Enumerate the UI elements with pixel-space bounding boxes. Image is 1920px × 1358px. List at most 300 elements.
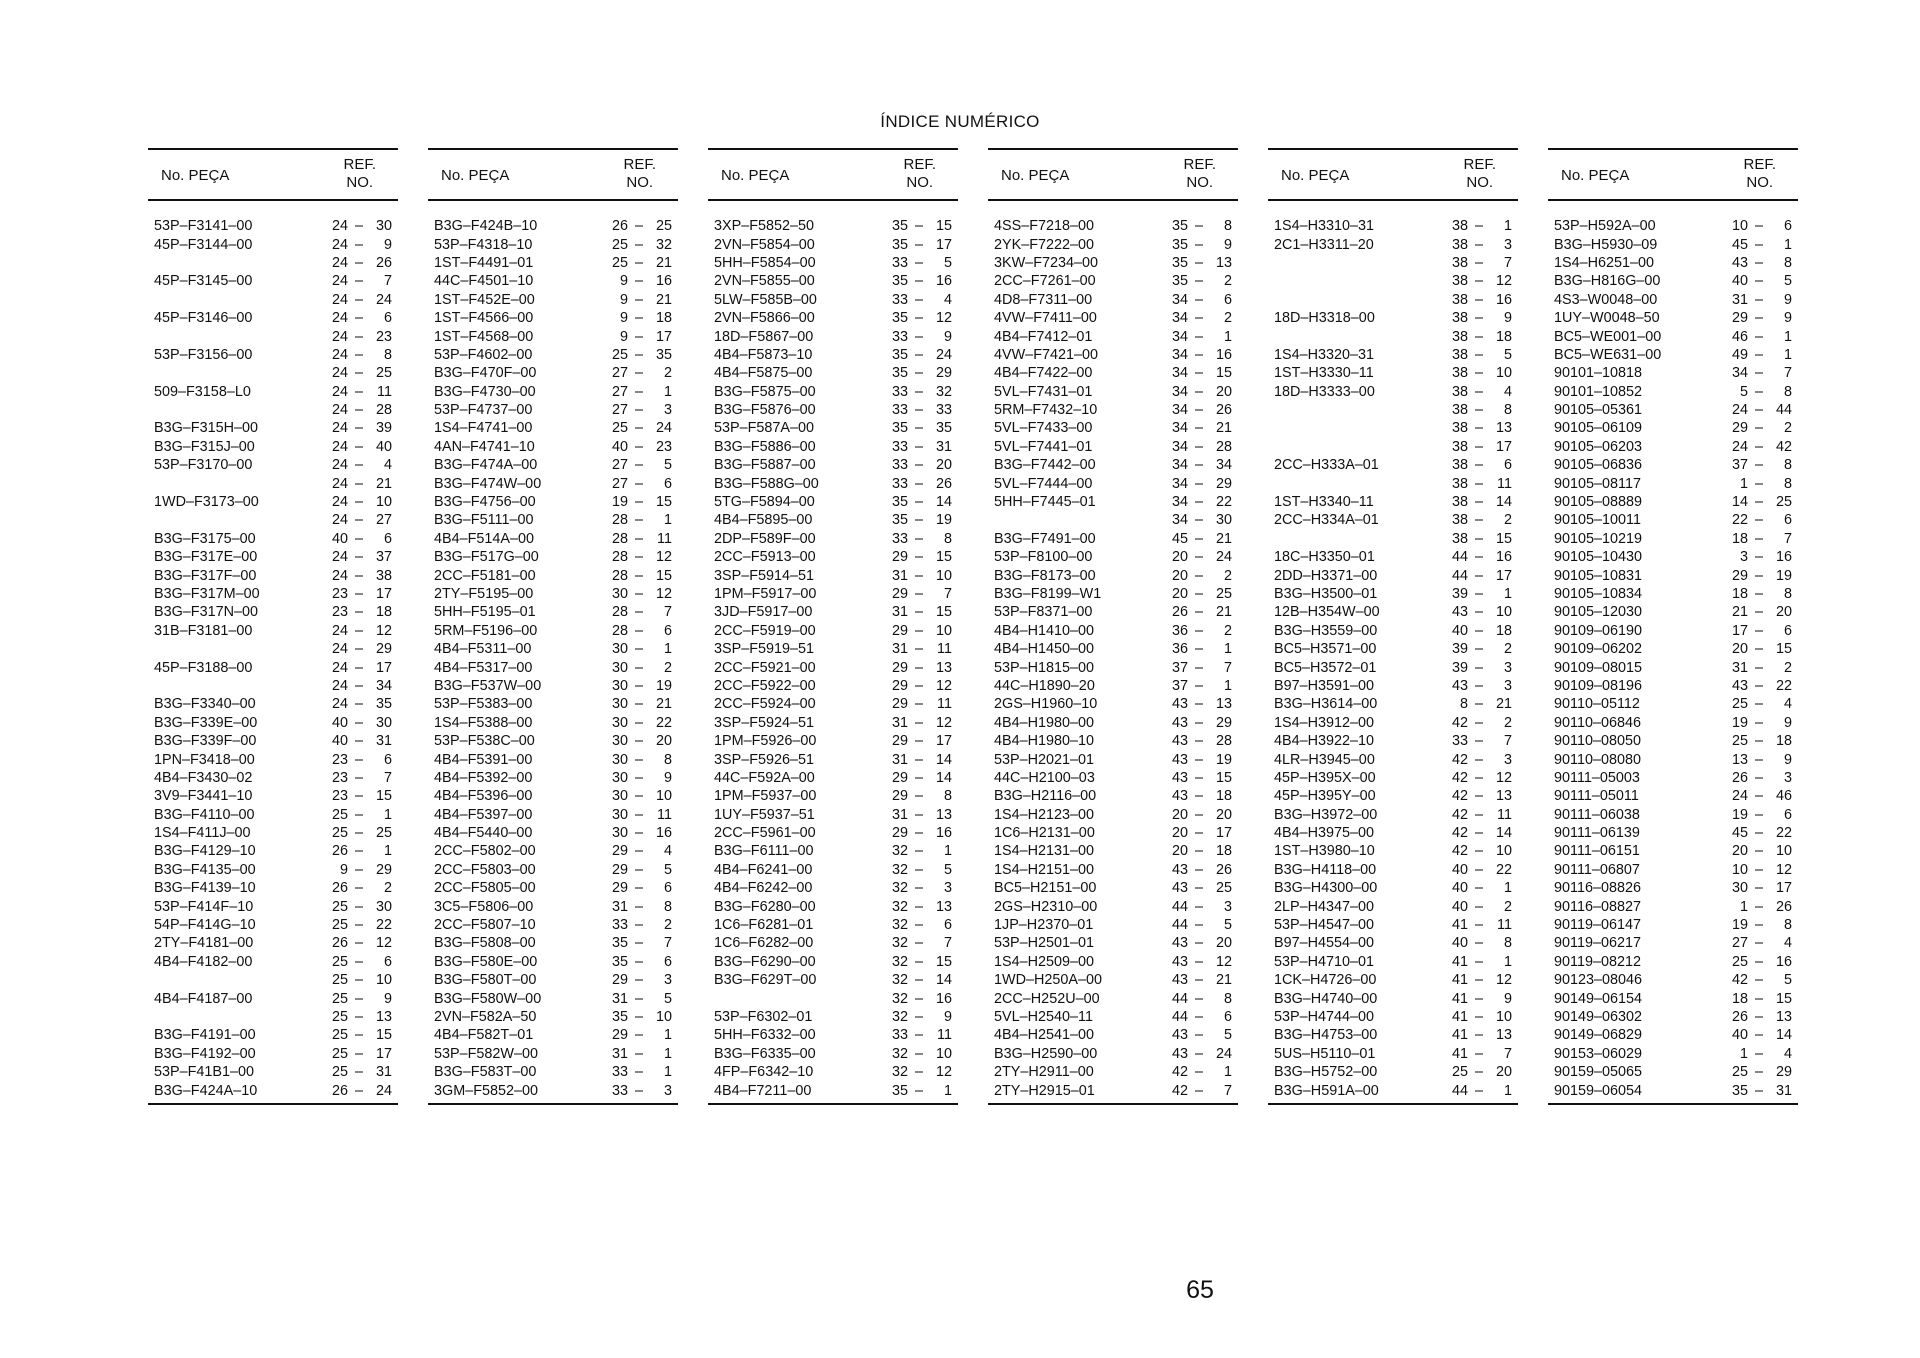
ref-dash: – (354, 218, 363, 235)
ref-figure: 44 (1171, 898, 1188, 915)
index-row (148, 787, 398, 805)
ref-dash: – (914, 953, 923, 970)
ref-figure: 43 (1171, 714, 1188, 731)
ref-item: 14 (935, 751, 952, 768)
ref-item: 31 (1775, 1082, 1792, 1099)
ref-number (882, 457, 952, 473)
ref-dash: – (1754, 475, 1763, 492)
ref-number-header (343, 156, 376, 192)
index-row (1548, 309, 1798, 327)
ref-dash: – (354, 696, 363, 713)
ref-item: 17 (375, 659, 392, 676)
ref-dash: – (634, 751, 643, 768)
index-row (1268, 254, 1518, 272)
index-column (1548, 148, 1798, 1105)
ref-dash: – (1754, 641, 1763, 658)
ref-item: 39 (375, 420, 392, 437)
ref-dash: – (1194, 843, 1203, 860)
part-number: B3G–H2590–00 (994, 1045, 1098, 1062)
ref-number (1442, 1064, 1512, 1080)
ref-dash: – (1754, 990, 1763, 1007)
ref-figure: 19 (1731, 917, 1748, 934)
part-number: BC5–WE631–00 (1554, 346, 1662, 363)
ref-dash: – (1474, 549, 1483, 566)
ref-dash: – (1474, 1082, 1483, 1099)
ref-number (882, 365, 952, 381)
index-row (1268, 806, 1518, 824)
ref-number (882, 935, 952, 951)
ref-number (322, 641, 392, 657)
index-row (988, 658, 1238, 676)
ref-item: 12 (935, 714, 952, 731)
index-row (1548, 511, 1798, 529)
part-number: B3G–F6335–00 (714, 1045, 816, 1062)
ref-item: 21 (655, 696, 672, 713)
ref-item: 8 (943, 788, 952, 805)
ref-number (1162, 586, 1232, 602)
index-row (988, 953, 1238, 971)
ref-number (1722, 807, 1792, 823)
ref-figure: 17 (1731, 622, 1748, 639)
part-number: B3G–F3175–00 (154, 530, 256, 547)
ref-item: 7 (1503, 1045, 1512, 1062)
ref-number (1722, 384, 1792, 400)
ref-figure: 30 (1731, 880, 1748, 897)
ref-figure: 1 (1739, 898, 1748, 915)
ref-number (322, 843, 392, 859)
ref-figure: 31 (1731, 659, 1748, 676)
ref-dash: – (1474, 457, 1483, 474)
index-row (1268, 530, 1518, 548)
ref-number (1162, 329, 1232, 345)
part-number: B3G–F315H–00 (154, 420, 259, 437)
part-number: 2CC–F5921–00 (714, 659, 816, 676)
ref-item: 8 (1503, 935, 1512, 952)
ref-number (1442, 512, 1512, 528)
ref-dash: – (1754, 1008, 1763, 1025)
index-row (708, 511, 958, 529)
index-row (428, 217, 678, 235)
part-number: 1S4–H2151–00 (994, 861, 1095, 878)
ref-item: 7 (383, 273, 392, 290)
ref-figure: 41 (1451, 953, 1468, 970)
page-number: 65 (1186, 1276, 1214, 1304)
part-number: 53P–F3141–00 (154, 218, 253, 235)
ref-item: 16 (655, 273, 672, 290)
ref-figure: 29 (611, 880, 628, 897)
index-row (1268, 934, 1518, 952)
ref-dash: – (1754, 714, 1763, 731)
part-number: 5HH–F6332–00 (714, 1027, 816, 1044)
index-row (148, 419, 398, 437)
part-number: B3G–F4135–00 (154, 861, 256, 878)
index-row (988, 309, 1238, 327)
index-row (428, 530, 678, 548)
ref-number (602, 843, 672, 859)
ref-item: 12 (655, 549, 672, 566)
ref-dash: – (354, 310, 363, 327)
index-row (148, 309, 398, 327)
part-number: 4B4–H1410–00 (994, 622, 1095, 639)
part-number: 1CK–H4726–00 (1274, 972, 1377, 989)
ref-dash: – (914, 512, 923, 529)
ref-figure: 41 (1451, 917, 1468, 934)
ref-number (322, 752, 392, 768)
ref-dash: – (914, 475, 923, 492)
ref-dash: – (914, 622, 923, 639)
part-number: B3G–H4300–00 (1274, 880, 1378, 897)
index-row (1268, 327, 1518, 345)
ref-number (1722, 439, 1792, 455)
ref-item: 1 (1503, 1082, 1512, 1099)
ref-item: 23 (375, 328, 392, 345)
ref-dash: – (1754, 751, 1763, 768)
ref-item: 15 (935, 218, 952, 235)
part-number: 3SP–F5926–51 (714, 751, 815, 768)
ref-number (1162, 494, 1232, 510)
ref-number (882, 1009, 952, 1025)
ref-figure: 43 (1171, 1027, 1188, 1044)
ref-figure: 35 (891, 494, 908, 511)
index-row (988, 1063, 1238, 1081)
ref-dash: – (1194, 861, 1203, 878)
part-number: 90105–10430 (1554, 549, 1643, 566)
ref-dash: – (1754, 861, 1763, 878)
ref-figure: 33 (891, 457, 908, 474)
ref-number (1442, 273, 1512, 289)
ref-number (1722, 292, 1792, 308)
ref-number (322, 402, 392, 418)
ref-dash: – (1754, 236, 1763, 253)
part-number: 4VW–F7421–00 (994, 346, 1099, 363)
ref-item: 15 (1775, 641, 1792, 658)
index-row (428, 235, 678, 253)
ref-number (602, 954, 672, 970)
ref-item: 2 (383, 880, 392, 897)
ref-number (1162, 641, 1232, 657)
ref-dash: – (634, 383, 643, 400)
ref-item: 12 (1775, 861, 1792, 878)
ref-dash: – (1194, 1027, 1203, 1044)
ref-dash: – (914, 714, 923, 731)
part-number: 90123–08046 (1554, 972, 1643, 989)
index-row (708, 1045, 958, 1063)
part-number: B3G–F580E–00 (434, 953, 538, 970)
ref-figure: 38 (1451, 236, 1468, 253)
ref-item: 29 (1775, 1064, 1792, 1081)
index-row (148, 677, 398, 695)
ref-figure: 20 (1731, 843, 1748, 860)
part-number: 90149–06829 (1554, 1027, 1643, 1044)
ref-figure: 29 (611, 972, 628, 989)
index-row (988, 548, 1238, 566)
part-number: 53P–F6302–01 (714, 1008, 813, 1025)
ref-number (1722, 402, 1792, 418)
ref-item: 16 (935, 825, 952, 842)
ref-header-line1: REF. (623, 156, 656, 173)
ref-dash: – (1754, 1027, 1763, 1044)
ref-dash: – (354, 714, 363, 731)
part-number: 90105–05361 (1554, 402, 1643, 419)
ref-number (1722, 660, 1792, 676)
part-number: 3SP–F5919–51 (714, 641, 815, 658)
ref-number (882, 972, 952, 988)
ref-number (1722, 549, 1792, 565)
ref-item: 7 (1223, 1082, 1232, 1099)
part-number: 2VN–F5855–00 (714, 273, 815, 290)
index-row (428, 1026, 678, 1044)
ref-item: 15 (1495, 530, 1512, 547)
part-number: 90109–08196 (1554, 677, 1643, 694)
ref-figure: 42 (1171, 1082, 1188, 1099)
ref-dash: – (1754, 733, 1763, 750)
ref-figure: 24 (331, 622, 348, 639)
index-row (708, 309, 958, 327)
ref-item: 7 (663, 935, 672, 952)
ref-number (322, 660, 392, 676)
ref-item: 8 (1783, 254, 1792, 271)
ref-number (882, 237, 952, 253)
ref-number (1442, 218, 1512, 234)
part-number: 3GM–F5852–00 (434, 1082, 539, 1099)
index-row (708, 272, 958, 290)
part-number: 4LR–H3945–00 (1274, 751, 1375, 768)
ref-number (1442, 420, 1512, 436)
index-row (708, 548, 958, 566)
part-number: 2CC–H333A–01 (1274, 457, 1379, 474)
part-number: 1WD–H250A–00 (994, 972, 1102, 989)
index-row (988, 566, 1238, 584)
ref-dash: – (1194, 475, 1203, 492)
ref-number (1162, 512, 1232, 528)
ref-item: 29 (375, 861, 392, 878)
ref-dash: – (1754, 953, 1763, 970)
part-number: 1ST–F4566–00 (434, 310, 534, 327)
part-number: 90101–10818 (1554, 365, 1643, 382)
index-row (708, 217, 958, 235)
column-bottom-rule (428, 1103, 678, 1105)
ref-item: 6 (1223, 291, 1232, 308)
index-row (1548, 916, 1798, 934)
ref-dash: – (914, 641, 923, 658)
ref-item: 12 (1215, 953, 1232, 970)
ref-number (602, 512, 672, 528)
ref-dash: – (1194, 420, 1203, 437)
ref-figure: 41 (1451, 1008, 1468, 1025)
ref-number (882, 402, 952, 418)
index-row (988, 916, 1238, 934)
ref-number (882, 1046, 952, 1062)
ref-item: 10 (1495, 604, 1512, 621)
part-number: 5US–H5110–01 (1274, 1045, 1376, 1062)
ref-number (602, 935, 672, 951)
ref-number (602, 218, 672, 234)
index-row (1268, 695, 1518, 713)
index-row (428, 622, 678, 640)
ref-dash: – (914, 917, 923, 934)
ref-item: 12 (935, 310, 952, 327)
ref-figure: 32 (891, 861, 908, 878)
part-number: 2VN–F5854–00 (714, 236, 815, 253)
ref-dash: – (914, 438, 923, 455)
ref-item: 13 (1215, 254, 1232, 271)
index-row (428, 971, 678, 989)
index-row (148, 530, 398, 548)
ref-dash: – (914, 733, 923, 750)
part-number: 53P–H2501–01 (994, 935, 1095, 952)
index-row (988, 364, 1238, 382)
ref-dash: – (1194, 254, 1203, 271)
ref-item: 33 (935, 402, 952, 419)
ref-item: 6 (383, 530, 392, 547)
index-row (988, 622, 1238, 640)
index-row (988, 1081, 1238, 1099)
part-number: 90149–06302 (1554, 1008, 1643, 1025)
ref-item: 6 (663, 475, 672, 492)
ref-number (602, 237, 672, 253)
ref-dash: – (1754, 383, 1763, 400)
ref-number-header (1183, 156, 1216, 192)
ref-number (1722, 899, 1792, 915)
index-row (1548, 622, 1798, 640)
part-number: B3G–F317E–00 (154, 549, 258, 566)
ref-number (1722, 678, 1792, 694)
index-row (1268, 401, 1518, 419)
ref-dash: – (914, 383, 923, 400)
ref-figure: 30 (611, 806, 628, 823)
ref-dash: – (1474, 402, 1483, 419)
ref-number (1442, 1046, 1512, 1062)
part-number: B3G–F5875–00 (714, 383, 816, 400)
ref-figure: 34 (1171, 383, 1188, 400)
ref-figure: 8 (1459, 696, 1468, 713)
part-number: B3G–F474A–00 (434, 457, 538, 474)
ref-figure: 42 (1451, 806, 1468, 823)
part-number: 1PM–F5926–00 (714, 733, 817, 750)
ref-item: 5 (663, 457, 672, 474)
index-row (1268, 511, 1518, 529)
ref-number (1722, 494, 1792, 510)
ref-dash: – (1754, 438, 1763, 455)
part-number: 45P–H395X–00 (1274, 769, 1376, 786)
index-row (708, 1026, 958, 1044)
index-row (148, 346, 398, 364)
ref-dash: – (1754, 365, 1763, 382)
index-row (708, 971, 958, 989)
ref-dash: – (1474, 273, 1483, 290)
ref-dash: – (1194, 935, 1203, 952)
index-row (708, 714, 958, 732)
ref-number (1442, 899, 1512, 915)
part-number: 1C6–F6281–01 (714, 917, 814, 934)
ref-dash: – (1194, 825, 1203, 842)
ref-item: 25 (1775, 494, 1792, 511)
ref-item: 1 (663, 1064, 672, 1081)
part-number: 90110–06846 (1554, 714, 1641, 731)
ref-item: 21 (1215, 604, 1232, 621)
ref-figure: 33 (611, 917, 628, 934)
index-row (1548, 769, 1798, 787)
ref-item: 1 (1783, 328, 1792, 345)
ref-item: 17 (1775, 880, 1792, 897)
ref-number (1162, 880, 1232, 896)
part-number: 1ST–F4491–01 (434, 254, 534, 271)
ref-figure: 24 (331, 457, 348, 474)
ref-figure: 25 (331, 806, 348, 823)
index-row (148, 971, 398, 989)
ref-item: 16 (1495, 291, 1512, 308)
ref-number (602, 329, 672, 345)
ref-number (1442, 972, 1512, 988)
ref-dash: – (1474, 291, 1483, 308)
ref-dash: – (354, 733, 363, 750)
ref-figure: 29 (611, 1027, 628, 1044)
ref-dash: – (634, 236, 643, 253)
index-row (1548, 530, 1798, 548)
part-number: 5HH–F5195–01 (434, 604, 536, 621)
ref-figure: 30 (611, 641, 628, 658)
ref-item: 1 (1503, 953, 1512, 970)
ref-number (1722, 255, 1792, 271)
ref-figure: 39 (1451, 641, 1468, 658)
ref-number (1722, 880, 1792, 896)
ref-item: 6 (663, 953, 672, 970)
index-row (148, 254, 398, 272)
ref-item: 6 (383, 953, 392, 970)
ref-figure: 20 (1171, 586, 1188, 602)
index-row (708, 291, 958, 309)
part-number: 5TG–F5894–00 (714, 494, 815, 511)
part-number: 2CC–F5924–00 (714, 696, 816, 713)
index-row (148, 732, 398, 750)
ref-figure: 10 (1731, 218, 1748, 235)
ref-figure: 33 (891, 402, 908, 419)
ref-dash: – (1474, 1008, 1483, 1025)
index-row (708, 861, 958, 879)
ref-figure: 35 (891, 512, 908, 529)
ref-item: 20 (1775, 604, 1792, 621)
ref-number (882, 255, 952, 271)
ref-figure: 34 (1171, 457, 1188, 474)
ref-figure: 20 (1731, 641, 1748, 658)
ref-figure: 33 (611, 1064, 628, 1081)
ref-item: 16 (1775, 549, 1792, 566)
ref-dash: – (914, 567, 923, 584)
ref-figure: 35 (891, 273, 908, 290)
ref-figure: 40 (611, 438, 628, 455)
ref-figure: 30 (611, 788, 628, 805)
ref-item: 4 (1503, 383, 1512, 400)
ref-figure: 18 (1731, 530, 1748, 547)
index-column (148, 148, 398, 1105)
index-row (148, 622, 398, 640)
ref-number (1722, 310, 1792, 326)
index-row (708, 1063, 958, 1081)
ref-dash: – (354, 769, 363, 786)
ref-item: 1 (1223, 677, 1232, 694)
ref-number (882, 641, 952, 657)
index-row (988, 419, 1238, 437)
ref-figure: 1 (1739, 1045, 1748, 1062)
ref-figure: 23 (331, 769, 348, 786)
ref-dash: – (914, 328, 923, 345)
index-row (1268, 769, 1518, 787)
ref-figure: 43 (1171, 733, 1188, 750)
ref-number (602, 899, 672, 915)
ref-number-header (623, 156, 656, 192)
ref-number (1162, 770, 1232, 786)
ref-number (322, 255, 392, 271)
